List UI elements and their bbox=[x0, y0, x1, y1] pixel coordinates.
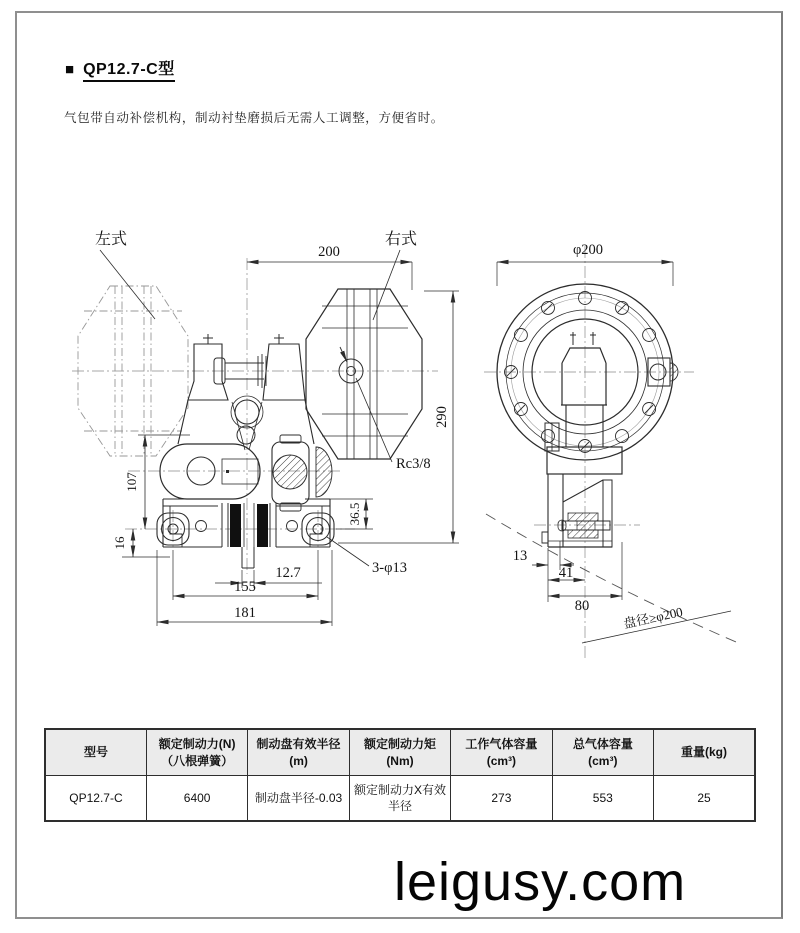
spec-table bbox=[44, 728, 756, 822]
col-header-weight: 重量(kg) bbox=[654, 729, 755, 776]
dim-holes: 3-φ13 bbox=[372, 560, 407, 576]
label-right-type: 右式 bbox=[385, 231, 418, 248]
dim-290: 290 bbox=[434, 406, 450, 428]
col-header-disc-radius: 制动盘有效半径 (m) bbox=[248, 729, 349, 776]
label-left-type: 左式 bbox=[95, 231, 128, 248]
bullet-square-icon: ■ bbox=[65, 60, 75, 78]
drawing-side-view bbox=[70, 216, 475, 638]
dim-181: 181 bbox=[234, 605, 256, 621]
air-chamber bbox=[306, 289, 422, 459]
cell-rated-torque: 额定制动力X有效半径 bbox=[349, 776, 450, 822]
dim-flange: φ200 bbox=[572, 242, 604, 258]
col-header-rated-torque: 额定制动力矩 (Nm) bbox=[349, 729, 450, 776]
model-title-text: QP12.7-C型 bbox=[83, 56, 175, 82]
dim-36-5: 36.5 bbox=[347, 502, 362, 526]
cell-working-volume: 273 bbox=[451, 776, 552, 822]
page-title bbox=[65, 56, 175, 82]
dim-41: 41 bbox=[558, 565, 574, 581]
col-header-rated-force: 额定制动力(N) （八根弹簧） bbox=[146, 729, 247, 776]
cell-rated-force: 6400 bbox=[146, 776, 247, 822]
dim-13: 13 bbox=[512, 548, 528, 564]
brake-disc-arc bbox=[486, 514, 736, 643]
dim-200: 200 bbox=[318, 244, 340, 260]
disc-diameter-note: 盘径≥φ200 bbox=[622, 604, 685, 632]
cell-total-volume: 553 bbox=[552, 776, 653, 822]
cell-weight: 25 bbox=[654, 776, 755, 822]
description-text: 气包带自动补偿机构，制动衬垫磨损后无需人工调整，方便省时。 bbox=[64, 111, 444, 125]
dim-155: 155 bbox=[234, 579, 256, 595]
dim-107: 107 bbox=[124, 472, 139, 492]
brake-pads bbox=[157, 499, 334, 568]
dim-12-7: 12.7 bbox=[275, 565, 301, 581]
dim-rc38: Rc3/8 bbox=[396, 456, 431, 472]
col-header-model: 型号 bbox=[45, 729, 146, 776]
dim-16: 16 bbox=[112, 536, 127, 550]
watermark: leigusy.com bbox=[394, 852, 687, 912]
col-header-total-volume: 总气体容量 (cm³) bbox=[552, 729, 653, 776]
centerlines bbox=[72, 258, 438, 574]
table-row bbox=[45, 776, 755, 822]
col-header-working-volume: 工作气体容量 (cm³) bbox=[451, 729, 552, 776]
drawing-front-view bbox=[482, 232, 782, 667]
cell-model: QP12.7-C bbox=[45, 776, 146, 822]
dim-80: 80 bbox=[574, 598, 590, 614]
spec-table-header-row bbox=[45, 729, 755, 776]
cell-disc-radius: 制动盘半径-0.03 bbox=[248, 776, 349, 822]
